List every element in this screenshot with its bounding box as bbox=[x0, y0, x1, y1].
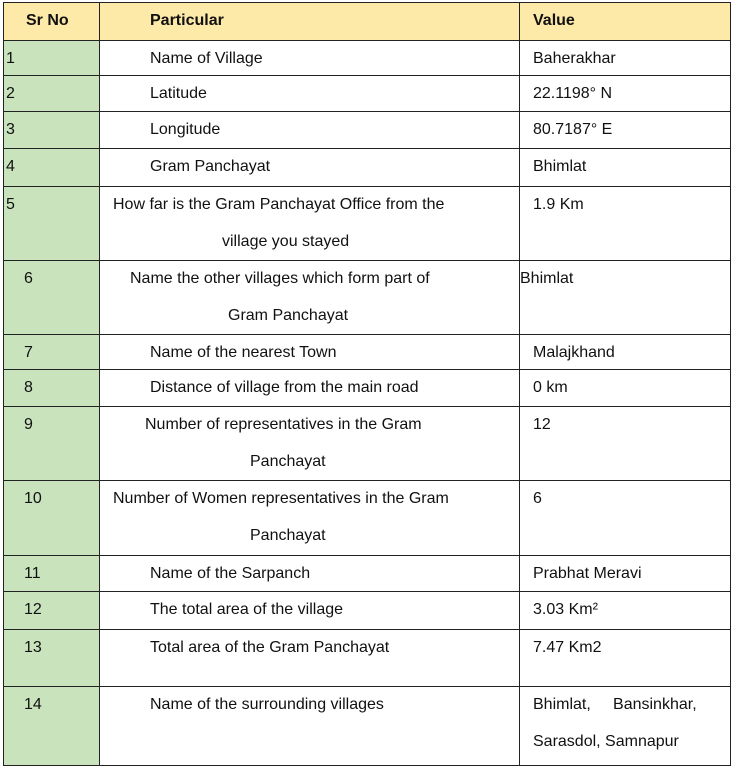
table-row-particular: village you stayed bbox=[222, 233, 350, 250]
table-grid-line bbox=[3, 765, 731, 766]
table-grid-line bbox=[3, 186, 731, 187]
table-row-sr-no: 3 bbox=[6, 121, 15, 138]
table-row-particular: Name of the surrounding villages bbox=[150, 696, 384, 713]
header-label: Sr No bbox=[26, 12, 69, 29]
table-row-sr-no: 2 bbox=[6, 85, 15, 102]
table-row-sr-no: 7 bbox=[24, 344, 33, 361]
table-grid-line bbox=[3, 2, 731, 3]
table-row-sr-no: 4 bbox=[6, 158, 15, 175]
table-row-value: 1.9 Km bbox=[533, 196, 584, 213]
table-row-particular: Total area of the Gram Panchayat bbox=[150, 639, 390, 656]
table-row-particular: Longitude bbox=[150, 121, 221, 138]
table-row-particular: Distance of village from the main road bbox=[150, 379, 419, 396]
table-row-particular: How far is the Gram Panchayat Office from the bbox=[113, 196, 445, 213]
table-row-value: 0 km bbox=[533, 379, 568, 396]
table-grid-line bbox=[3, 260, 731, 261]
table-row-sr-no: 5 bbox=[6, 196, 15, 213]
table-row-particular: Name of the nearest Town bbox=[150, 344, 337, 361]
table-grid-line bbox=[3, 629, 731, 630]
table-row-particular: Name the other villages which form part of bbox=[130, 270, 430, 287]
table-row-sr-no: 13 bbox=[24, 639, 42, 656]
table-row-value: Bhimlat bbox=[520, 270, 574, 287]
table-row-particular: Gram Panchayat bbox=[150, 158, 271, 175]
table-grid-line bbox=[730, 2, 731, 765]
table-row-sr-no: 12 bbox=[24, 601, 42, 618]
table-row-value: Baherakhar bbox=[533, 50, 616, 67]
table-row-value: Malajkhand bbox=[533, 344, 615, 361]
table-row-value: Bhimlat bbox=[533, 158, 587, 175]
table-row-sr-no: 10 bbox=[24, 490, 42, 507]
table-row-particular: Number of representatives in the Gram bbox=[145, 416, 422, 433]
table-row-particular: Panchayat bbox=[250, 453, 326, 470]
table-grid-line bbox=[3, 591, 731, 592]
table-grid-line bbox=[3, 75, 731, 76]
table-row-sr-no: 1 bbox=[6, 50, 15, 67]
table-row-particular: The total area of the village bbox=[150, 601, 344, 618]
table-row-value: 6 bbox=[533, 490, 542, 507]
table-row-sr-no: 6 bbox=[24, 270, 33, 287]
table-row-particular: Gram Panchayat bbox=[228, 307, 349, 324]
table-row-sr-no: 8 bbox=[24, 379, 33, 396]
table-grid-line bbox=[3, 555, 731, 556]
table-row-particular: Name of Village bbox=[150, 50, 263, 67]
table-row-value: Bhimlat, Bansinkhar, bbox=[533, 696, 697, 713]
table-row-particular: Latitude bbox=[150, 85, 207, 102]
table-row-sr-no: 14 bbox=[24, 696, 42, 713]
table-row-particular: Name of the Sarpanch bbox=[150, 565, 311, 582]
table-row-value: 12 bbox=[533, 416, 551, 433]
table-grid-line bbox=[3, 334, 731, 335]
table-row-value: 7.47 Km2 bbox=[533, 639, 602, 656]
table-grid-line bbox=[99, 2, 100, 765]
table-grid-line bbox=[3, 111, 731, 112]
table-grid-line bbox=[3, 40, 731, 41]
table-grid-line bbox=[3, 148, 731, 149]
header-label: Value bbox=[533, 12, 575, 29]
table-grid-line bbox=[3, 369, 731, 370]
table-row-value: 80.7187° E bbox=[533, 121, 613, 138]
table-row-sr-no: 9 bbox=[24, 416, 33, 433]
table-row-value: Sarasdol, Samnapur bbox=[533, 733, 679, 750]
table-row-value: 22.1198° N bbox=[533, 85, 613, 102]
table-grid-line bbox=[3, 686, 731, 687]
header-label: Particular bbox=[150, 12, 224, 29]
table-row-particular: Panchayat bbox=[250, 527, 326, 544]
table-grid-line bbox=[3, 480, 731, 481]
table-grid-line bbox=[3, 2, 4, 765]
table-row-particular: Number of Women representatives in the Gram bbox=[113, 490, 449, 507]
table-row-value: 3.03 Km² bbox=[533, 601, 598, 618]
table-row-sr-no: 11 bbox=[24, 565, 41, 582]
table-grid-line bbox=[519, 2, 520, 765]
table-row-value: Prabhat Meravi bbox=[533, 565, 642, 582]
table-grid-line bbox=[3, 406, 731, 407]
